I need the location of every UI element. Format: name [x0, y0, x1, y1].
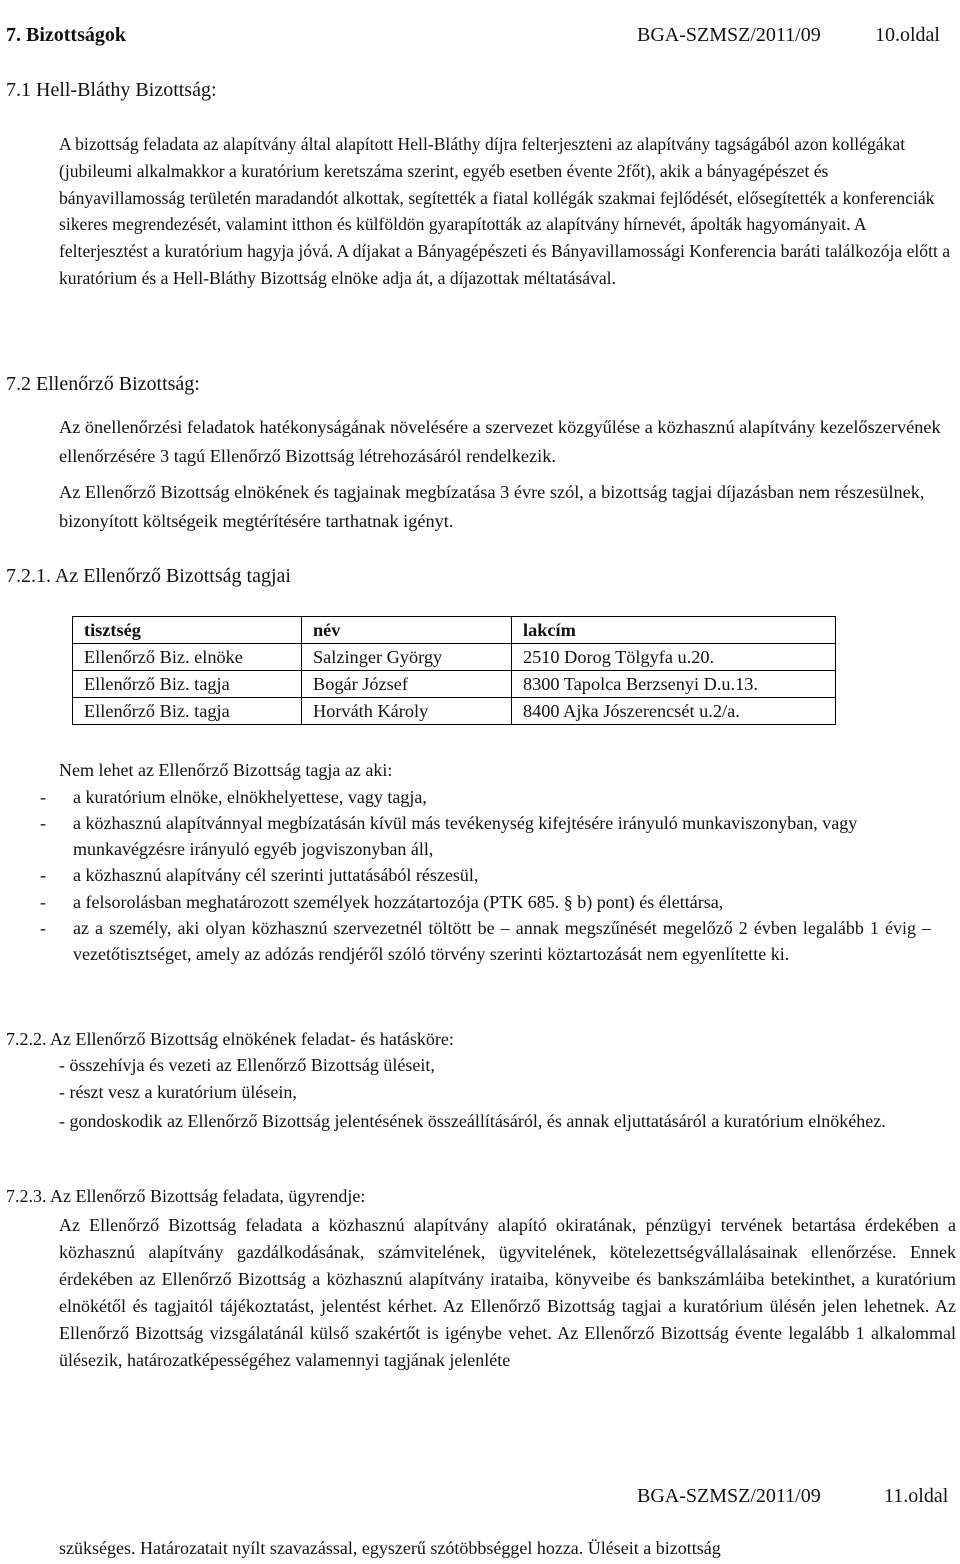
list-bullet-dash: - — [40, 787, 46, 807]
table-header-row — [73, 617, 836, 644]
table-row — [73, 698, 836, 725]
duty-item: - összehívja és vezeti az Ellenőrző Bizottság üléseit, — [59, 1055, 435, 1075]
table-row — [73, 644, 836, 671]
continuation-text: szükséges. Határozatait nyílt szavazással, egyszerű szótöbbséggel hozza. Üléseit a bizottság — [59, 1538, 721, 1558]
table-cell: Salzinger György — [302, 644, 512, 671]
section-7-2-paragraph-1: Az önellenőrzési feladatok hatékonyságának növelésére a szervezet közgyűlése a közhasznú alapítvány kezelőszervének ellenőrzésére 3 tagú Ellenőrző Bizottság létrehozásáról rendelkezik. — [59, 417, 941, 466]
table-cell: Ellenőrző Biz. tagja — [73, 698, 302, 725]
section-7-2-2-title: 7.2.2. Az Ellenőrző Bizottság elnökének feladat- és hatásköre: — [6, 1029, 454, 1049]
exclusion-item: a közhasznú alapítvánnyal megbízatásán kívül más tevékenység kifejtésére irányuló munkaviszonyban, vagy munkavégzésre irányuló egyéb jogviszonyban áll, — [73, 813, 858, 859]
section-7-2-3-paragraph: Az Ellenőrző Bizottság feladata a közhasznú alapítvány alapító okiratának, pénzügyi tervének betartása érdekében a közhasznú alapítvány gazdálkodásának, számvitelének, ügyvitelének, kötelezettségvállalásainak ellenőrzése. Ennek érdekében az Ellenőrző Bizottság a közhasznú alapítvány irataiba, könyveibe és bankszámláiba betekinthet, a kuratórium elnökétől és tagjaitól tájékoztatást, jelentést kérhet. Az Ellenőrző Bizottság tagjai a kuratórium ülésén jelen lehetnek. Az Ellenőrző Bizottság vizsgálatánál külső szakértőt is igénybe vehet. Az Ellenőrző Bizottság évente legalább 1 alkalommal ülésezik, határozatképességéhez valamennyi tagjának jelenléte — [59, 1215, 956, 1370]
page-footer-doc-id: BGA-SZMSZ/2011/09 — [637, 1485, 821, 1507]
duty-item: - részt vesz a kuratórium ülésein, — [59, 1082, 297, 1102]
table-cell: 8300 Tapolca Berzsenyi D.u.13. — [512, 671, 836, 698]
section-7-2-title: 7.2 Ellenőrző Bizottság: — [6, 373, 200, 395]
list-bullet-dash: - — [40, 813, 46, 833]
list-bullet-dash: - — [40, 892, 46, 912]
exclusion-intro: Nem lehet az Ellenőrző Bizottság tagja az aki: — [59, 760, 393, 780]
members-table — [72, 616, 836, 725]
section-7-2-3-title: 7.2.3. Az Ellenőrző Bizottság feladata, ügyrendje: — [6, 1186, 366, 1206]
table-header-cell: név — [302, 617, 512, 644]
table-cell: Ellenőrző Biz. tagja — [73, 671, 302, 698]
section-7-1-paragraph: A bizottság feladata az alapítvány által alapított Hell-Bláthy díjra felterjeszteni az alapítvány tagságából azon kollégákat (jubileumi alkalmakkor a kuratórium keretszáma szerint, egyéb esetben évente 2főt), akik a bányagépészet és bányavillamosság területén maradandót alkottak, segítették a fiatal kollégák szakmai fejlődését, elősegítették a konferenciák sikeres megrendezését, valamint itthon és külföldön gyarapították az alapítvány hírnevét, ápolták hagyományait. A felterjesztést a kuratórium hagyja jóvá. A díjakat a Bányagépészeti és Bányavillamossági Konferencia baráti találkozója előtt a kuratórium és a Hell-Bláthy Bizottság elnöke adja át, a díjazottak méltatásával. — [59, 134, 951, 288]
exclusion-item: a közhasznú alapítvány cél szerinti juttatásából részesül, — [73, 865, 479, 885]
section-7-2-1-title: 7.2.1. Az Ellenőrző Bizottság tagjai — [6, 565, 291, 587]
table-header-cell: tisztség — [73, 617, 302, 644]
table-cell: 8400 Ajka Jószerencsét u.2/a. — [512, 698, 836, 725]
exclusion-item: a felsorolásban meghatározott személyek hozzátartozója (PTK 685. § b) pont) és élettársa, — [73, 892, 724, 912]
page-footer-page-number: 11.oldal — [884, 1485, 949, 1507]
table-row — [73, 671, 836, 698]
list-bullet-dash: - — [40, 865, 46, 885]
exclusion-item: a kuratórium elnöke, elnökhelyettese, vagy tagja, — [73, 787, 427, 807]
duty-item: - gondoskodik az Ellenőrző Bizottság jelentésének összeállításáról, és annak eljuttatásáról a kuratórium elnökéhez. — [59, 1111, 886, 1131]
chapter-heading: 7. Bizottságok — [6, 24, 126, 46]
page-header-doc-id: BGA-SZMSZ/2011/09 — [637, 24, 821, 46]
list-bullet-dash: - — [40, 918, 46, 938]
table-cell: Horváth Károly — [302, 698, 512, 725]
page-header-page-number: 10.oldal — [875, 24, 940, 46]
section-7-2-paragraph-2: Az Ellenőrző Bizottság elnökének és tagjainak megbízatása 3 évre szól, a bizottság tagjai díjazásban nem részesülnek, bizonyított költségeik megtérítésére tarthatnak igényt. — [59, 482, 925, 531]
section-7-1-title: 7.1 Hell-Bláthy Bizottság: — [6, 79, 217, 101]
table-cell: 2510 Dorog Tölgyfa u.20. — [512, 644, 836, 671]
table-cell: Ellenőrző Biz. elnöke — [73, 644, 302, 671]
table-cell: Bogár József — [302, 671, 512, 698]
exclusion-item: az a személy, aki olyan közhasznú szervezetnél töltött be – annak megszűnését megelőző 2 évben legalább 1 évig – vezetőtisztséget, amely az adózás rendjéről szóló törvény szerinti köztartozását nem egyenlítette ki. — [73, 918, 931, 964]
table-header-cell: lakcím — [512, 617, 836, 644]
